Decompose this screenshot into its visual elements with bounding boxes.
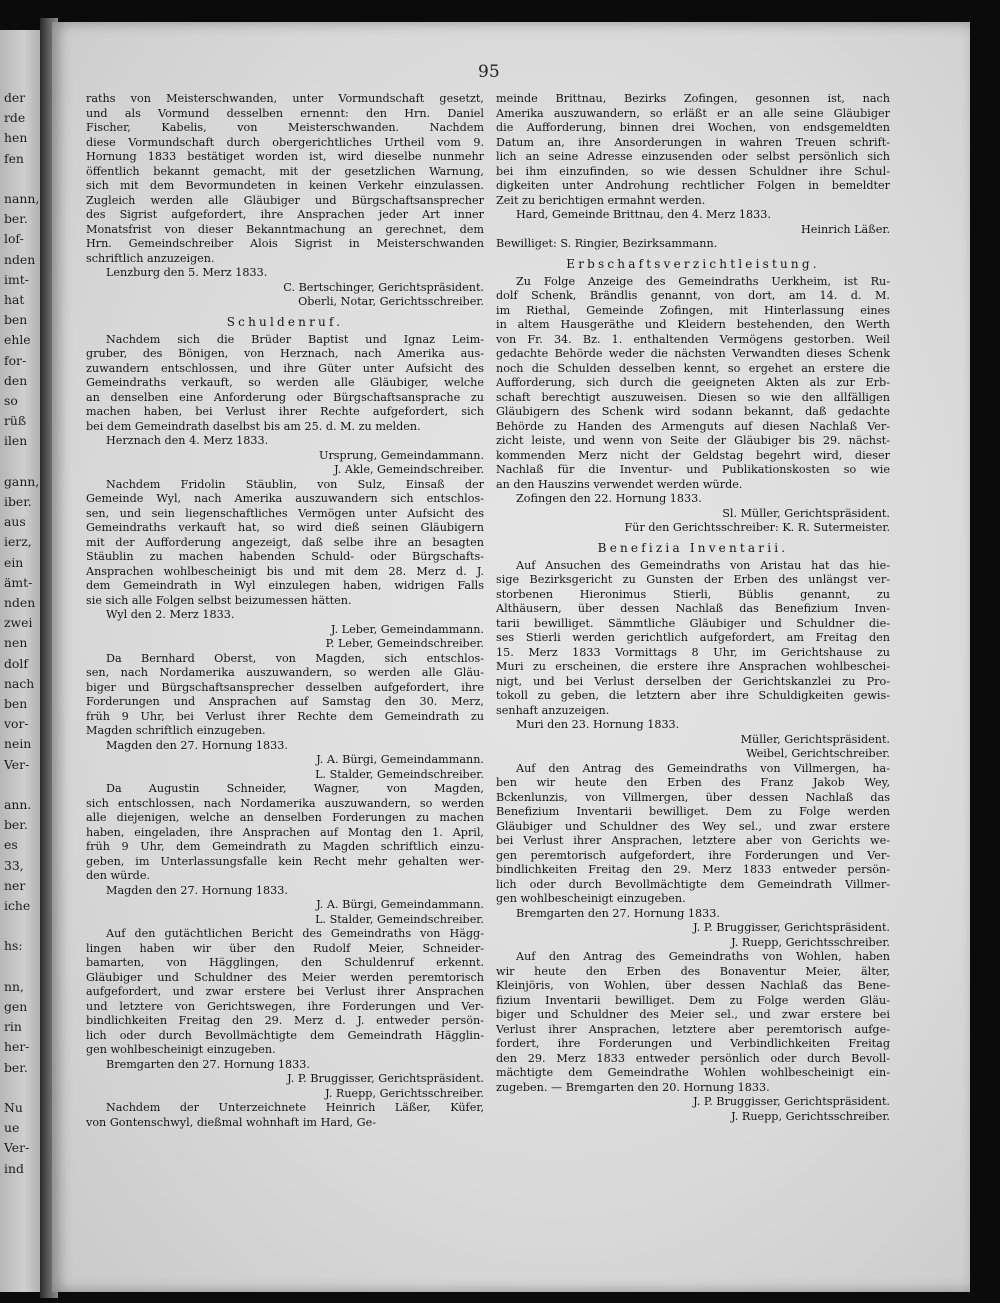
notice-text-line: noch die Schulden desselben kennt, so ergehet an erstere die xyxy=(496,361,890,375)
notice-text-line: öffentlich bekannt gemacht, mit der gesetzlichen Warnung, xyxy=(86,164,484,178)
notice xyxy=(496,762,890,951)
place-date-line: Herznach den 4. Merz 1833. xyxy=(106,434,269,447)
facing-page-fragment: Nu xyxy=(4,1100,23,1115)
notice-text-line: Magden schriftlich einzugeben. xyxy=(86,724,266,737)
notice-text-line: des Sigrist aufgefordert, ihre Ansprachen jeder Art inner xyxy=(86,208,484,221)
facing-page-fragment: her- xyxy=(4,1039,30,1055)
notice-text-line: haben, eingeladen, ihre Ansprachen auf Montag den 1. April, xyxy=(86,825,484,839)
notice-text-line: lich oder durch Bevollmächtigte dem Gemeindrath Villmer- xyxy=(496,877,890,891)
facing-page-fragment: iche xyxy=(4,898,31,913)
notice-text-line: tarii bewilliget. Sämmtliche Gläubiger und Schuldner die- xyxy=(496,616,890,630)
place-date-line: Muri den 23. Hornung 1833. xyxy=(516,718,680,731)
facing-page-fragment: nein xyxy=(4,736,32,752)
notice-text-line: und als Vormund desselben ernennt: den Hrn. Daniel xyxy=(86,106,484,120)
notice-text-line: nigt, und bei Verlust derselben der Gerichtskanzlei zu Pro- xyxy=(496,674,890,688)
notice-text-line: an denselben eine Anforderung oder Bürgschaftsansprache zu xyxy=(86,390,484,404)
signature-line: Weibel, Gerichtschreiber. xyxy=(746,747,890,760)
signature-line: J. Ruepp, Gerichtsschreiber. xyxy=(731,1109,890,1123)
notice xyxy=(86,927,484,1101)
notice-text-line: Amerika auszuwandern, so erläßt er an alle seine Gläubiger xyxy=(496,106,890,120)
notice-text-line: Auf den Antrag des Gemeindraths von Villmergen, ha- xyxy=(516,761,890,775)
notice-text-line: sige Bezirksgericht zu Gunsten der Erben des unlängst ver- xyxy=(496,573,890,586)
facing-page-fragment: vor- xyxy=(4,716,29,732)
facing-page-fragment: ann. xyxy=(4,797,32,812)
place-date-line: Wyl den 2. Merz 1833. xyxy=(106,608,235,621)
notice-text-line: sie sich alle Folgen selbst beizumessen hätten. xyxy=(86,593,352,607)
notice-text-line: wir heute den Erben des Bonaventur Meier, älter, xyxy=(496,964,890,978)
signature-line: Oberli, Notar, Gerichtsschreiber. xyxy=(298,295,484,308)
facing-page-fragment: Ver- xyxy=(4,756,30,772)
notice-text-line: Bckenlunzis, von Villmergen, über dessen Nachlaß das xyxy=(496,790,890,804)
notice-text-line: lich oder durch Bevollmächtigte dem Gemeindrath Hägglin- xyxy=(86,1028,484,1042)
notice-text-line: Monatsfrist von dieser Bekanntmachung an gerechnet, dem xyxy=(86,222,484,236)
signature-line: J. A. Bürgi, Gemeindammann. xyxy=(316,898,484,911)
facing-page-fragment: gann, xyxy=(4,473,40,489)
notice-text-line: die Aufforderung, binnen drei Wochen, von endsgemeldten xyxy=(496,121,890,134)
signature-line: J. Leber, Gemeindammann. xyxy=(330,622,484,636)
notice xyxy=(86,782,484,927)
notice-text-line: fordert, ihre Forderungen und Verbindlichkeiten Freitag xyxy=(496,1037,890,1050)
notice-text-line: tokoll zu geben, die letztern aber ihre Schuldigkeiten gewis- xyxy=(496,689,890,702)
signature-line: L. Stalder, Gemeindschreiber. xyxy=(315,912,484,926)
notice-text-line: Hornung 1833 bestätiget worden ist, wird dieselbe nunmehr xyxy=(86,150,484,163)
notice-text-line: aufgefordert, und zwar erstere bei Verlust ihrer Ansprachen xyxy=(86,985,484,998)
facing-page-fragment: Ver- xyxy=(4,1140,30,1156)
notice-text-line: digkeiten unter Androhung rechtlicher Folgen in bemeldter xyxy=(496,179,890,192)
facing-page-fragment: rüß xyxy=(4,413,27,429)
facing-page-fragment: es xyxy=(4,837,18,853)
notice-text-line: fizium Inventarii bewilliget. Dem zu Folge werden Gläu- xyxy=(496,993,890,1007)
notice-text-line: lich an seine Adresse einzusenden oder selbst persönlich sich xyxy=(496,150,890,163)
notice-text-line: Nachdem Fridolin Stäublin, von Sulz, Einsaß der xyxy=(106,477,484,491)
notice-text-line: gen peremtorisch aufgefordert, ihre Forderungen und Ver- xyxy=(496,848,890,862)
signature-line: Müller, Gerichtspräsident. xyxy=(740,732,890,746)
notice-text-line: gen wohlbescheinigt einzugeben. xyxy=(496,892,686,905)
place-date-line: Zofingen den 22. Hornung 1833. xyxy=(516,492,702,505)
notice-text-line: Forderungen und Ansprachen auf Samstag den 30. Merz, xyxy=(86,695,484,708)
notice-text-line: biger und Bürgschaftsansprecher desselben aufgefordert, ihre xyxy=(86,680,484,694)
facing-page-fragment: ierz, xyxy=(4,534,32,550)
notice-text-line: und letztere von Gerichtswegen, ihre Forderungen und Ver- xyxy=(86,999,484,1013)
facing-page-fragment: nden xyxy=(4,595,36,610)
notice-text-line: mit der Aufforderung angezeigt, daß selbe ihre an besagten xyxy=(86,535,484,549)
notice-text-line: zuwandern entschlossen, und ihre Güter unter Aufsicht des xyxy=(86,361,484,375)
facing-page-fragment: nn, xyxy=(4,978,24,994)
notice-text-line: Zu Folge Anzeige des Gemeindraths Uerkheim, ist Ru- xyxy=(516,274,890,288)
notice-text-line: gen wohlbescheinigt einzugeben. xyxy=(86,1043,276,1056)
notice-text-line: Da Bernhard Oberst, von Magden, sich entschlos- xyxy=(106,651,484,665)
notice-text-line: Nachdem sich die Brüder Baptist und Ignaz Leim- xyxy=(106,332,484,346)
notice-text-line: Behörde zu Handen des Armenguts auf diesen Nachlaß Ver- xyxy=(496,419,890,433)
facing-page-fragment: gen xyxy=(4,999,28,1014)
notice-text-line: biger und Schuldner des Meier sel., und zwar erstere bei xyxy=(496,1008,890,1021)
facing-page-fragment: nach xyxy=(4,675,35,691)
notice-text-line: sich mit dem Bevormundeten in keinen Verkehr einzulassen. xyxy=(86,179,484,192)
place-date-line: Magden den 27. Hornung 1833. xyxy=(106,883,288,897)
notice-text-line: Nachlaß für die Inventur- und Publikationskosten so wie xyxy=(496,463,890,476)
signature-line: Für den Gerichtsschreiber: K. R. Sutermeister. xyxy=(624,521,890,534)
notice-text-line: Da Augustin Schneider, Wagner, von Magden, xyxy=(106,782,484,795)
facing-page-fragment: ämt- xyxy=(4,574,33,590)
facing-page-fragment: ben xyxy=(4,696,28,711)
section-heading: Benefizia Inventarii. xyxy=(597,540,789,555)
facing-page-fragment: rin xyxy=(4,1019,22,1035)
notice-text-line: zicht leiste, und wenn von Seite der Gläubiger bis 29. nächst- xyxy=(496,434,890,447)
notice-text-line: bamarten, von Hägglingen, den Schuldenruf erkennt. xyxy=(86,956,484,969)
notice-text-line: Hrn. Gemeindschreiber Alois Sigrist in Meisterschwanden xyxy=(86,237,484,250)
facing-page-fragment: hen xyxy=(4,130,28,146)
notice-text-line: Datum an, ihre Ansorderungen in wahren Treuen schrift- xyxy=(496,135,890,149)
facing-page-fragment: hat xyxy=(4,292,25,307)
scan-border xyxy=(970,0,1000,1303)
notice-text-line: machen haben, bei Verlust ihrer Rechte aufgefordert, sich xyxy=(86,405,484,418)
notice-text-line: Muri zu erscheinen, die erstere ihre Ansprachen wohlbeschei- xyxy=(496,660,890,673)
notice-text-line: Zeit zu berichtigen ermahnt werden. xyxy=(496,193,706,207)
notice-text-line: bindlichkeiten Freitag den 29. Merz d. J. entweder persön- xyxy=(86,1014,484,1027)
facing-page-fragment: ben xyxy=(4,312,28,328)
facing-page-fragment: ber. xyxy=(4,1059,28,1075)
facing-page-fragment: ue xyxy=(4,1120,20,1136)
facing-page-fragment: hs: xyxy=(4,938,23,954)
facing-page-fragment: nann, xyxy=(4,191,40,206)
notice-text-line: mächtigte dem Gemeindrathe Wohlen wohlbescheinigt ein- xyxy=(496,1066,890,1079)
notice-text-line: Gläubiger und Schuldner des Wey sel., und zwar erstere xyxy=(496,819,890,833)
signature-line: L. Stalder, Gemeindschreiber. xyxy=(315,767,484,781)
signature-line: J. A. Bürgi, Gemeindammann. xyxy=(316,753,484,766)
place-date-line: Lenzburg den 5. Merz 1833. xyxy=(106,266,268,279)
right-column xyxy=(496,92,890,1124)
notice-text-line: Gläubigern des Schenk wird sodann bekannt, daß gedachte xyxy=(496,405,890,418)
facing-page-fragment: rde xyxy=(4,110,26,126)
facing-page-fragment: den xyxy=(4,372,28,388)
facing-page-fragment: iber. xyxy=(4,494,32,509)
notice-text-line: Gläubiger und Schuldner des Meier werden peremtorisch xyxy=(86,970,484,984)
notice-text-line: Ansprachen wohlbescheinigt bis und mit dem 28. Merz d. J. xyxy=(86,564,484,578)
notice-text-line: bindlichkeiten Freitag den 29. Merz 1833 entweder persön- xyxy=(496,863,890,876)
facing-page-fragment: ber. xyxy=(4,211,28,227)
facing-page-fragment: ilen xyxy=(4,433,28,449)
notice-text-line: Auf Ansuchen des Gemeindraths von Aristau hat das hie- xyxy=(516,558,890,572)
notice-text-line: von Fr. 34. Bz. 1. enthaltenden Vermögens gestorben. Weil xyxy=(496,332,890,346)
notice-text-line: raths von Meisterschwanden, unter Vormundschaft gesetzt, xyxy=(86,92,484,105)
facing-page-fragment: zwei xyxy=(4,615,33,631)
notice-text-line: bei ihm einzufinden, so wie dessen Schuldner ihre Schul- xyxy=(496,164,890,178)
notice-text-line: Gemeindraths verkauft hat, so wird dieß seinen Gläubigern xyxy=(86,521,484,534)
place-date-line: Magden den 27. Hornung 1833. xyxy=(106,738,288,752)
facing-page-fragment: so xyxy=(4,393,18,408)
section-heading: Erbschaftsverzichtleistung. xyxy=(566,256,820,271)
notice-text-line: an den Hauszins verwendet werden würde. xyxy=(496,477,743,491)
facing-page-fragment: der xyxy=(4,90,26,105)
notice-text-line: den würde. xyxy=(86,869,151,882)
signature-line: Heinrich Läßer. xyxy=(801,222,890,236)
signature-line: C. Bertschinger, Gerichtspräsident. xyxy=(283,280,484,294)
notice-text-line: Kleinjöris, von Wohlen, über dessen Nachlaß das Bene- xyxy=(496,979,890,992)
signature-line: P. Leber, Gemeindschreiber. xyxy=(325,637,484,650)
facing-page-fragment: ber. xyxy=(4,817,28,833)
facing-page-fragment: ein xyxy=(4,554,24,570)
notice-text-line: sich entschlossen, nach Nordamerika auszuwandern, so werden xyxy=(86,796,484,810)
notice-text-line: Stäublin zu machen habenden Schuld- oder Bürgschafts- xyxy=(86,550,484,563)
notice-text-line: Auf den gutächtlichen Bericht des Gemeindraths von Hägg- xyxy=(106,927,484,940)
facing-page-fragment: aus xyxy=(4,514,26,530)
notice-text-line: Fischer, Kabelis, von Meisterschwanden. Nachdem xyxy=(86,121,484,134)
notice-text-line: den 29. Merz 1833 entweder persönlich oder durch Bevoll- xyxy=(496,1051,890,1065)
notice-text-line: lingen haben wir über den Rudolf Meier, Schneider- xyxy=(86,941,484,955)
section-heading: Schuldenruf. xyxy=(226,314,344,329)
notice-text-line: Gemeinde Wyl, nach Amerika auszuwandern sich entschlos- xyxy=(86,492,484,505)
notice xyxy=(86,652,484,783)
page-number: 95 xyxy=(478,62,500,82)
left-column xyxy=(86,92,484,1130)
notice-text-line: zugeben. — Bremgarten den 20. Hornung 1833. xyxy=(496,1080,770,1094)
notice-text-line: ben wir heute den Erben des Franz Jakob Wey, xyxy=(496,776,890,789)
notice-text-line: kommenden Merz nicht der Geldstag begehrt wird, dieser xyxy=(496,448,890,462)
notice-text-line: senhaft anzuzeigen. xyxy=(496,703,610,717)
notice-text-line: gruber, des Bönigen, von Herznach, nach Amerika aus- xyxy=(86,347,484,360)
notice-text-line: Benefizium Inventarii bewilliget. Dem zu Folge werden xyxy=(496,805,890,818)
notice-text-line: alle diejenigen, welche an denselben Forderungen zu machen xyxy=(86,811,484,824)
notice xyxy=(86,92,484,310)
signature-line: Ursprung, Gemeindammann. xyxy=(319,448,484,462)
facing-page-fragment: fen xyxy=(4,150,24,166)
notice-text-line: 15. Merz 1833 Vormittags 8 Uhr, im Gerichtshause zu xyxy=(496,645,890,659)
facing-page-fragment: lof- xyxy=(4,231,24,247)
facing-page-fragment: ehle xyxy=(4,332,31,348)
notice-text-line: von Gontenschwyl, dießmal wohnhaft im Hard, Ge- xyxy=(86,1115,376,1129)
notice-text-line: dolf Schenk, Brändlis genannt, von dort, am 14. d. M. xyxy=(496,289,890,302)
notice xyxy=(86,333,484,478)
notice xyxy=(496,559,890,762)
notice-text-line: bei dem Gemeindrath daselbst bis am 25. d. M. zu melden. xyxy=(86,419,421,433)
notice-text-line: sen, und sein liegenschaftliches Vermögen unter Aufsicht des xyxy=(86,506,484,520)
facing-page-fragment: nden xyxy=(4,251,36,267)
notice-text-line: Nachdem der Unterzeichnete Heinrich Läßer, Küfer, xyxy=(106,1101,484,1114)
notice xyxy=(496,275,890,536)
notice-text-line: Gemeindraths verkauft, so werden alle Gläubiger, welche xyxy=(86,376,484,389)
signature-line: Sl. Müller, Gerichtspräsident. xyxy=(722,506,890,520)
signature-line: J. P. Bruggisser, Gerichtspräsident. xyxy=(693,1095,890,1108)
place-date-line: Bremgarten den 27. Hornung 1833. xyxy=(516,906,720,920)
notice-text-line: Aufforderung, sich durch die geeigneten Akten als zur Erb- xyxy=(496,376,890,389)
facing-page-fragment: ner xyxy=(4,877,26,893)
place-date-line: Hard, Gemeinde Brittnau, den 4. Merz 1833. xyxy=(516,208,771,221)
facing-page-fragment: ind xyxy=(4,1160,24,1176)
notice-text-line: dem Gemeindrath in Wyl einzulegen haben, widrigen Falls xyxy=(86,579,484,592)
notice-text-line: schaft berechtigt auszuweisen. Diesen so wie den allfälligen xyxy=(496,390,890,404)
facing-page-fragment: imt- xyxy=(4,271,29,287)
facing-page-edge xyxy=(0,30,44,1292)
notice xyxy=(86,1101,484,1130)
notice-text-line: diese Vormundschaft durch obergerichtliches Urtheil vom 9. xyxy=(86,135,484,149)
place-date-line: Bremgarten den 27. Hornung 1833. xyxy=(106,1057,310,1071)
facing-page-fragment: 33, xyxy=(4,857,24,873)
facing-page-fragment: for- xyxy=(4,352,27,368)
approval-note: Bewilliget: S. Ringier, Bezirksammann. xyxy=(496,237,718,250)
notice-text-line: schriftlich anzuzeigen. xyxy=(86,251,215,265)
notice-text-line: Zugleich werden alle Gläubiger und Bürgschaftsansprecher xyxy=(86,193,484,207)
notice-text-line: Verlust ihrer Ansprachen, letztere aber peremtorisch aufge- xyxy=(496,1022,890,1036)
notice-text-line: Auf den Antrag des Gemeindraths von Wohlen, haben xyxy=(516,950,890,963)
signature-line: J. Ruepp, Gerichtsschreiber. xyxy=(325,1086,484,1100)
facing-page-fragment: nen xyxy=(4,635,28,651)
signature-line: J. P. Bruggisser, Gerichtspräsident. xyxy=(287,1072,484,1085)
notice-text-line: sen, nach Nordamerika auszuwandern, so werden alle Gläu- xyxy=(86,666,484,679)
notice-text-line: im Riethal, Gemeinde Zofingen, mit Hinterlassung eines xyxy=(496,303,890,317)
notice-text-line: gedachte Behörde weder die nächsten Verwandten dieses Schenk xyxy=(496,347,890,360)
notice-text-line: geben, im Unterlassungsfalle kein Recht mehr gehalten wer- xyxy=(86,854,484,868)
notice xyxy=(496,92,890,252)
signature-line: J. Akle, Gemeindschreiber. xyxy=(334,463,484,476)
signature-line: J. Ruepp, Gerichtsschreiber. xyxy=(731,935,890,949)
notice xyxy=(496,950,890,1124)
facing-page-fragment: dolf xyxy=(4,655,28,671)
notice-text-line: meinde Brittnau, Bezirks Zofingen, gesonnen ist, nach xyxy=(496,92,890,105)
notice-text-line: Althäusern, über dessen Nachlaß das Benefizium Inven- xyxy=(496,602,890,615)
notice-text-line: bei Verlust ihrer Ansprachen, letztere aber von Gerichts we- xyxy=(496,834,890,847)
notice-text-line: früh 9 Uhr, bei Verlust ihrer Rechte dem Gemeindrath zu xyxy=(86,709,484,723)
signature-line: J. P. Bruggisser, Gerichtspräsident. xyxy=(693,921,890,934)
notice-text-line: storbenen Hieronimus Stierli, Büblis genannt, zu xyxy=(496,587,890,601)
notice-text-line: in altem Hausgeräthe und Kleidern bestehenden, den Werth xyxy=(496,318,890,331)
notice xyxy=(86,478,484,652)
notice-text-line: ses Stierli werden gerichtlich aufgefordert, am Freitag den xyxy=(496,631,890,644)
notice-text-line: früh 9 Uhr, dem Gemeindrath zu Magden schriftlich einzu- xyxy=(86,840,484,853)
